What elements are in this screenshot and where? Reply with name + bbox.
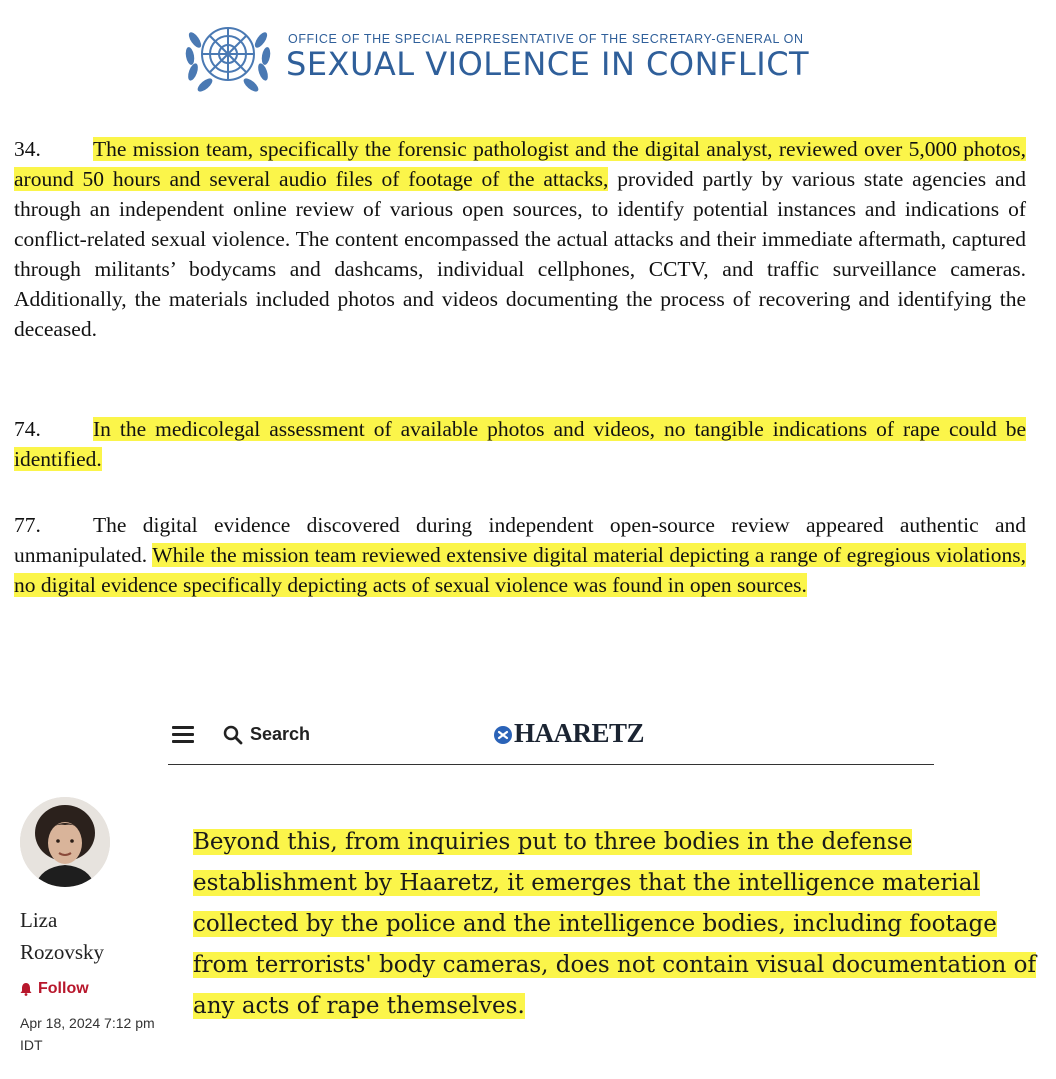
haaretz-logo[interactable]: HAARETZ [514, 718, 645, 748]
author-first-name[interactable]: Liza [20, 908, 58, 932]
search-icon[interactable] [222, 724, 244, 746]
paragraph-text: provided partly by various state agencies and through an independent online review of various open sources, to identify potential instances and indications of conflict-related sexual violence. The content encompassed the actual attacks and their immediate aftermath, captured through militants’ bodycams and dashcams, individual cellphones, CCTV, and traffic surveillance cameras. Additionally, the materials included photos and videos documenting the process of recovering and identifying the deceased. [14, 167, 1026, 341]
article-quote [193, 822, 1043, 1027]
follow-button[interactable] [20, 980, 89, 998]
paragraph-74 [14, 414, 1026, 474]
highlighted-text: In the medicolegal assessment of available photos and videos, no tangible indications of rape could be identified. [14, 417, 1026, 471]
highlighted-text: While the mission team reviewed extensive digital material depicting a range of egregious violations, no digital evidence specifically depicting acts of sexual violence was found in open sources. [14, 543, 1026, 597]
publish-date: Apr 18, 2024 7:12 pm IDT [20, 1015, 155, 1053]
office-line: OFFICE OF THE SPECIAL REPRESENTATIVE OF THE SECRETARY-GENERAL ON [288, 32, 804, 46]
haaretz-nav-bar [168, 716, 934, 765]
author-avatar[interactable] [20, 797, 110, 887]
haaretz-logo-icon [492, 724, 514, 746]
highlighted-text: The mission team, specifically the forensic pathologist and the digital analyst, reviewed over 5,000 photos, around 50 hours and several audio files of footage of the attacks, [14, 137, 1026, 191]
author-last-name[interactable]: Rozovsky [20, 940, 104, 964]
paragraph-number: 74. [14, 417, 41, 441]
report-title: SEXUAL VIOLENCE IN CONFLICT [286, 45, 810, 83]
paragraph-number: 77. [14, 513, 41, 537]
un-emblem-icon [178, 12, 278, 102]
highlighted-quote: Beyond this, from inquiries put to three bodies in the defense establishment by Haaretz, it emerges that the intelligence material collected by the police and the intelligence bodies, including footage from terrorists' body cameras, does not contain visual documentation of any acts of rape themselves. [193, 829, 1036, 1019]
paragraph-77 [14, 510, 1026, 600]
hamburger-menu-icon[interactable] [172, 726, 194, 744]
author-portrait-icon [20, 797, 110, 887]
follow-label: Follow [38, 980, 89, 997]
paragraph-34 [14, 134, 1026, 344]
search-button[interactable]: Search [250, 724, 311, 744]
paragraph-number: 34. [14, 137, 41, 161]
bell-icon [20, 982, 32, 996]
un-header [178, 12, 878, 102]
paragraph-text: The digital evidence discovered during independent open-source review appeared authentic and unmanipulated. [14, 513, 1026, 567]
